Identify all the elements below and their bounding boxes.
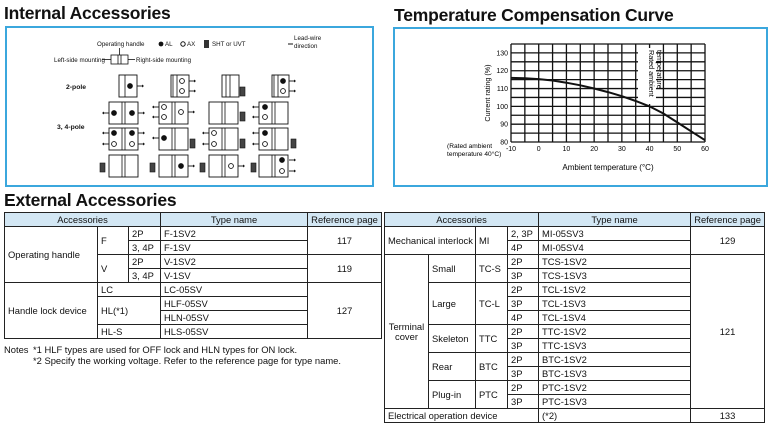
cell-ref: 127 xyxy=(308,283,382,339)
cell-hl: HL(*1) xyxy=(98,297,161,325)
cell-v: V xyxy=(98,255,129,283)
internal-accessories-title: Internal Accessories xyxy=(4,3,171,23)
y-tick-label: 90 xyxy=(500,121,508,129)
legend-right-mount: Right-side mounting xyxy=(136,57,192,64)
cell-type: TCS-1SV3 xyxy=(539,269,691,283)
x-tick-label: -10 xyxy=(505,146,517,153)
cell-operating-handle: Operating handle xyxy=(5,227,98,283)
external-accessories-table-left xyxy=(4,212,382,339)
cell-pole: 3P xyxy=(508,339,539,353)
cell-pole: 3P xyxy=(508,297,539,311)
cell-pole: 2P xyxy=(508,325,539,339)
cell-type: TTC-1SV3 xyxy=(539,339,691,353)
cell-code: TTC xyxy=(476,325,508,353)
cell-type: HLS-05SV xyxy=(161,325,308,339)
cell-type: TCS-1SV2 xyxy=(539,255,691,269)
cell-pole: 3, 4P xyxy=(129,269,161,283)
cell-ref: 117 xyxy=(308,227,382,255)
cell-f: F xyxy=(98,227,129,255)
cell-pole: 2P xyxy=(508,255,539,269)
cell-size: Small xyxy=(429,255,476,283)
x-tick-label: 40 xyxy=(645,146,654,153)
external-accessories-title: External Accessories xyxy=(4,190,177,210)
y-axis-label: Current rating (%) xyxy=(483,64,492,122)
cell-pole: 2P xyxy=(508,283,539,297)
cell-type: (*2) xyxy=(539,409,691,423)
legend-sht: SHT or UVT xyxy=(212,41,246,48)
table-row xyxy=(5,227,382,241)
cell-type: MI-05SV4 xyxy=(539,241,691,255)
header-type-name: Type name xyxy=(539,213,691,227)
cell-pole: 2P xyxy=(508,353,539,367)
cell-type: MI-05SV3 xyxy=(539,227,691,241)
rated-note-1: (Rated ambient xyxy=(447,143,493,150)
cell-code: TC-L xyxy=(476,283,508,325)
cell-type: V-1SV2 xyxy=(161,255,308,269)
cell-ref: 133 xyxy=(691,409,765,423)
y-tick-label: 120 xyxy=(496,68,508,76)
cell-pole: 3, 4P xyxy=(129,241,161,255)
cell-pole: 3P xyxy=(508,367,539,381)
note-2: *2 Specify the working voltage. Refer to the reference page for type name. xyxy=(33,354,341,366)
cell-type: BTC-1SV3 xyxy=(539,367,691,381)
notes-label: Notes xyxy=(4,344,29,355)
y-tick-label: 100 xyxy=(496,103,508,111)
cell-size: Skeleton xyxy=(429,325,476,353)
cell-type: V-1SV xyxy=(161,269,308,283)
legend-lead-wire-1: Lead-wire xyxy=(294,35,322,42)
cell-type: PTC-1SV3 xyxy=(539,395,691,409)
cell-type: HLF-05SV xyxy=(161,297,308,311)
cell-terminal-cover: Terminal cover xyxy=(385,255,429,409)
legend-lead-wire-2: direction xyxy=(294,43,318,50)
header-type-name: Type name xyxy=(161,213,308,227)
x-tick-label: 50 xyxy=(673,146,682,153)
header-reference-page: Reference page xyxy=(691,213,765,227)
cell-type: BTC-1SV2 xyxy=(539,353,691,367)
cell-type: F-1SV xyxy=(161,241,308,255)
cell-lc: LC xyxy=(98,283,161,297)
x-tick-label: 20 xyxy=(590,146,599,153)
cell-ref: 129 xyxy=(691,227,765,255)
table-row xyxy=(385,255,765,269)
cell-type: TCL-1SV3 xyxy=(539,297,691,311)
header-reference-page: Reference page xyxy=(308,213,382,227)
y-tick-label: 80 xyxy=(500,139,508,147)
x-tick-label: 0 xyxy=(536,146,541,153)
cell-type: F-1SV2 xyxy=(161,227,308,241)
cell-type: TCL-1SV2 xyxy=(539,283,691,297)
cell-ref: 119 xyxy=(308,255,382,283)
cell-pole: 3P xyxy=(508,269,539,283)
cell-code: PTC xyxy=(476,381,508,409)
cell-electrical-operation: Electrical operation device xyxy=(385,409,539,423)
cell-mi: MI xyxy=(476,227,508,255)
legend-al: AL xyxy=(165,41,173,48)
x-tick-label: 60 xyxy=(701,146,709,153)
rated-ambient-label-1: Rated ambient xyxy=(647,50,656,97)
cell-type: TTC-1SV2 xyxy=(539,325,691,339)
cell-type: LC-05SV xyxy=(161,283,308,297)
row-label-3-4-pole: 3, 4-pole xyxy=(57,124,85,131)
cell-size: Rear xyxy=(429,353,476,381)
cell-type: HLN-05SV xyxy=(161,311,308,325)
cell-pole: 4P xyxy=(508,311,539,325)
header-accessories: Accessories xyxy=(385,213,539,227)
cell-pole: 3P xyxy=(508,395,539,409)
cell-pole: 2P xyxy=(129,255,161,269)
rated-ambient-label-2: temperature xyxy=(655,50,664,89)
cell-type: PTC-1SV2 xyxy=(539,381,691,395)
legend-ax: AX xyxy=(187,41,196,48)
legend-operating-handle: Operating handle xyxy=(97,41,145,48)
cell-pole: 2P xyxy=(508,381,539,395)
x-tick-label: 10 xyxy=(562,146,571,153)
cell-pole: 2, 3P xyxy=(508,227,539,241)
table-row xyxy=(385,409,765,423)
cell-code: BTC xyxy=(476,353,508,381)
table-row xyxy=(5,283,382,297)
external-accessories-table-right xyxy=(384,212,765,423)
cell-pole: 4P xyxy=(508,241,539,255)
temperature-compensation-chart xyxy=(0,0,772,190)
rated-note-2: temperature 40°C) xyxy=(447,151,502,158)
cell-type: TCL-1SV4 xyxy=(539,311,691,325)
cell-hls: HL-S xyxy=(98,325,161,339)
cell-mechanical-interlock: Mechanical interlock xyxy=(385,227,476,255)
legend-left-mount: Left-side mounting xyxy=(54,57,105,64)
chart-title: Temperature Compensation Curve xyxy=(394,5,674,25)
row-label-2-pole: 2-pole xyxy=(66,84,87,91)
x-tick-label: 30 xyxy=(617,146,626,153)
cell-size: Plug-in xyxy=(429,381,476,409)
table-row xyxy=(385,227,765,241)
y-tick-label: 110 xyxy=(496,86,508,94)
header-accessories: Accessories xyxy=(5,213,161,227)
x-axis-label: Ambient temperature (°C) xyxy=(562,163,654,172)
note-1: *1 HLF types are used for OFF lock and HLN types for ON lock. xyxy=(33,344,298,355)
cell-size: Large xyxy=(429,283,476,325)
cell-ref: 121 xyxy=(691,255,765,409)
cell-handle-lock: Handle lock device xyxy=(5,283,98,339)
cell-pole: 2P xyxy=(129,227,161,241)
y-tick-label: 130 xyxy=(496,50,508,58)
cell-code: TC-S xyxy=(476,255,508,283)
notes xyxy=(4,345,341,366)
